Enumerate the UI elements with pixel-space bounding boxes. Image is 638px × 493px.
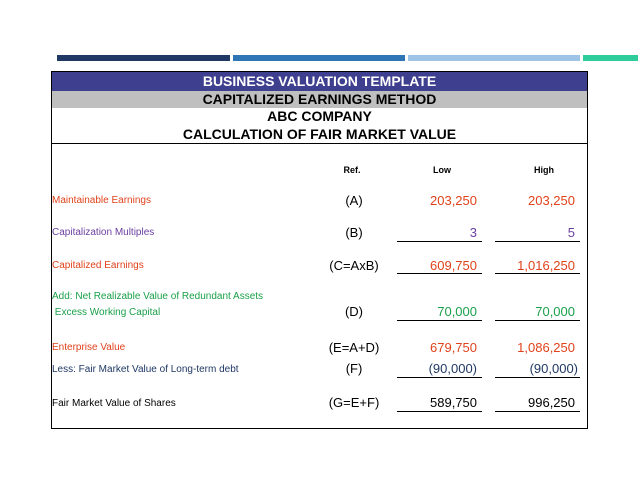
row-low-value: 679,750 bbox=[430, 340, 477, 355]
underline bbox=[397, 273, 482, 274]
col-header-low: Low bbox=[433, 165, 451, 175]
row-high-value: 203,250 bbox=[528, 193, 575, 208]
underline bbox=[397, 411, 482, 412]
method-title: CAPITALIZED EARNINGS METHOD bbox=[52, 91, 587, 108]
row-ref: (G=E+F) bbox=[328, 395, 380, 410]
row-high-value: 70,000 bbox=[535, 304, 575, 319]
underline bbox=[495, 273, 580, 274]
row-ref: (E=A+D) bbox=[328, 340, 380, 355]
row-ref: (F) bbox=[345, 361, 363, 376]
accent-bar-4 bbox=[583, 55, 638, 61]
underline bbox=[397, 320, 482, 321]
row-ref: (D) bbox=[344, 304, 364, 319]
row-low-value: (90,000) bbox=[428, 361, 477, 376]
row-label-excess-working-capital: Excess Working Capital bbox=[52, 307, 161, 318]
row-low-value: 3 bbox=[469, 225, 477, 240]
row-high-value: (90,000) bbox=[529, 361, 578, 376]
section-title: CALCULATION OF FAIR MARKET VALUE bbox=[52, 125, 587, 144]
row-ref: (A) bbox=[345, 193, 363, 208]
row-low-value: 70,000 bbox=[437, 304, 477, 319]
row-label-long-term-debt: Less: Fair Market Value of Long-term debt bbox=[52, 364, 239, 375]
row-label-fmv-shares: Fair Market Value of Shares bbox=[52, 398, 176, 409]
row-label-maintainable-earnings: Maintainable Earnings bbox=[52, 195, 151, 206]
underline bbox=[397, 241, 482, 242]
row-label-capitalization-multiples: Capitalization Multiples bbox=[52, 227, 155, 238]
accent-bar-2 bbox=[233, 55, 405, 61]
row-high-value: 1,086,250 bbox=[517, 340, 575, 355]
valuation-table bbox=[51, 71, 588, 429]
underline bbox=[495, 377, 580, 378]
underline bbox=[397, 377, 482, 378]
row-high-value: 996,250 bbox=[528, 395, 575, 410]
row-label-redundant-assets: Add: Net Realizable Value of Redundant Assets bbox=[52, 291, 264, 302]
row-ref: (B) bbox=[345, 225, 363, 240]
company-name: ABC COMPANY bbox=[267, 108, 372, 124]
row-low-value: 203,250 bbox=[430, 193, 477, 208]
accent-bar-3 bbox=[408, 55, 580, 61]
row-low-value: 609,750 bbox=[430, 258, 477, 273]
col-header-ref: Ref. bbox=[343, 165, 361, 175]
row-label-capitalized-earnings: Capitalized Earnings bbox=[52, 260, 144, 271]
col-header-high: High bbox=[534, 165, 554, 175]
row-label-enterprise-value: Enterprise Value bbox=[52, 342, 126, 353]
row-high-value: 5 bbox=[567, 225, 575, 240]
underline bbox=[495, 241, 580, 242]
row-low-value: 589,750 bbox=[430, 395, 477, 410]
row-high-value: 1,016,250 bbox=[517, 258, 575, 273]
underline bbox=[495, 320, 580, 321]
underline bbox=[495, 411, 580, 412]
accent-bar-1 bbox=[57, 55, 230, 61]
template-title: BUSINESS VALUATION TEMPLATE bbox=[52, 72, 587, 91]
row-ref: (C=AxB) bbox=[329, 258, 379, 273]
